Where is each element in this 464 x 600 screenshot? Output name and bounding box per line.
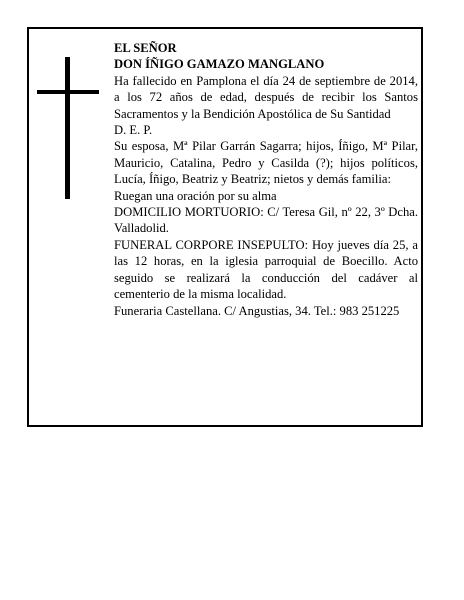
funeral-details: FUNERAL CORPORE INSEPULTO: Hoy jueves día 25, a las 12 horas, en la iglesia parroquial de Boecillo. Acto seguido se realizará la conducción del cadáver al cementerio de la misma localidad. [114, 237, 418, 302]
family-list: Su esposa, Mª Pilar Garrán Sagarra; hijos, Íñigo, Mª Pilar, Mauricio, Catalina, Pedro y Casilda (?); hijos políticos, Lucía, Íñigo, Beatriz y Beatriz; nietos y demás familia: [114, 139, 418, 187]
cross-horizontal-bar [37, 90, 99, 94]
cross-vertical-bar [65, 57, 70, 199]
deceased-name: DON ÍÑIGO GAMAZO MANGLANO [114, 57, 325, 72]
funeral-home: Funeraria Castellana. C/ Angustias, 34. Tel.: 983 251225 [114, 303, 400, 318]
title-honorific: EL SEÑOR [114, 41, 177, 55]
obituary-text [114, 40, 418, 319]
rip-line: D. E. P. [114, 123, 153, 138]
latin-cross-icon [37, 57, 99, 199]
death-announcement: Ha fallecido en Pamplona el día 24 de septiembre de 2014, a los 72 años de edad, después de recibir los Santos Sacramentos y la Bendición Apostólica de Su Santidad [114, 73, 418, 121]
prayer-request: Ruegan una oración por su alma [114, 188, 277, 203]
obituary-notice [27, 27, 423, 427]
mortuary-address: DOMICILIO MORTUORIO: C/ Teresa Gil, nº 22, 3º Dcha. Valladolid. [114, 205, 418, 236]
